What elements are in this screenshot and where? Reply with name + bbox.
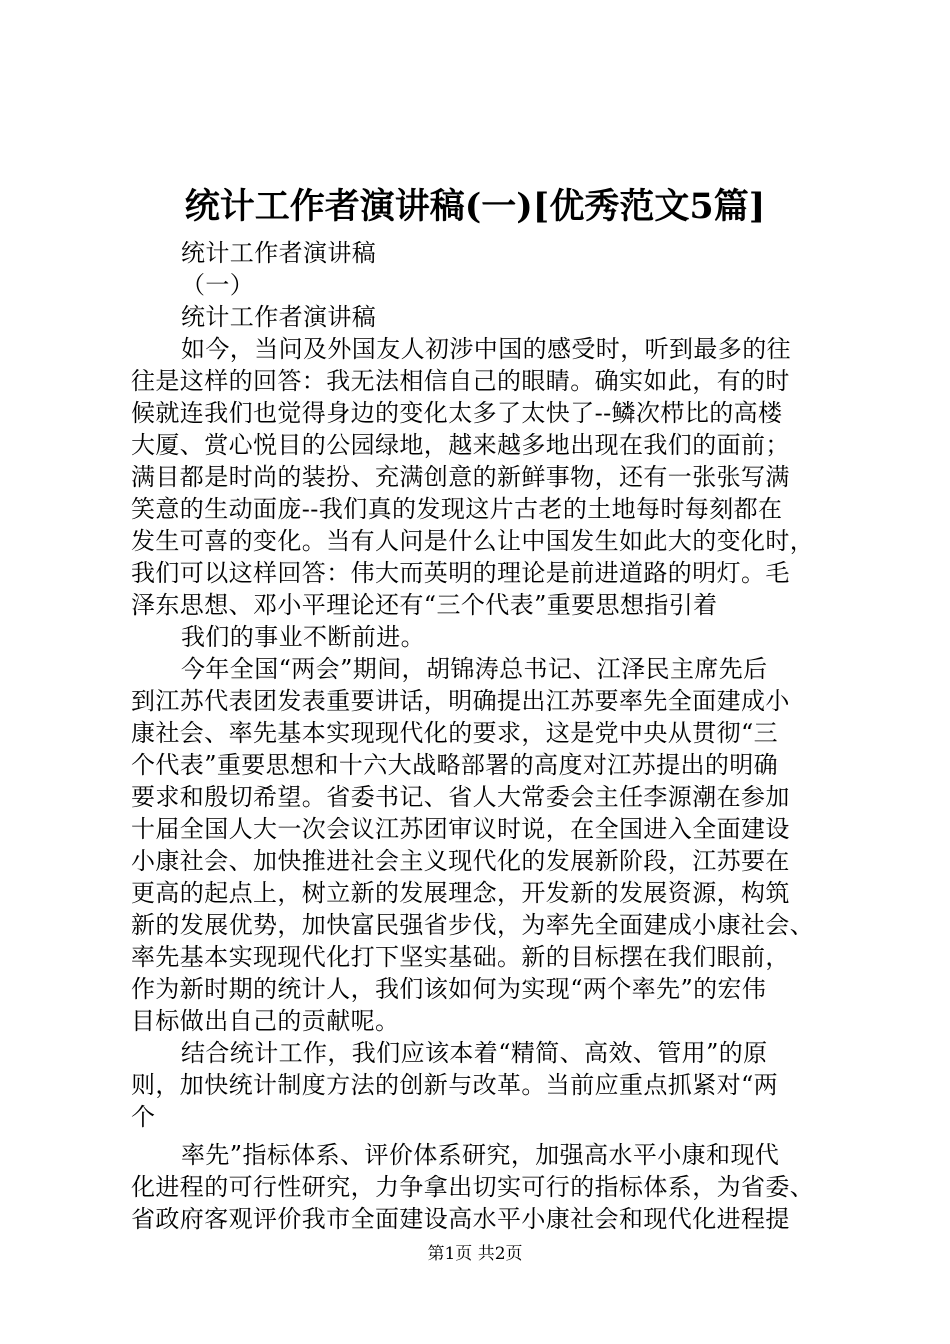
text-line: 泽东思想、邓小平理论还有“三个代表”重要思想指引着	[131, 591, 718, 619]
text-line: 更高的起点上，树立新的发展理念，开发新的发展资源，构筑	[131, 879, 790, 907]
text-line: 候就连我们也觉得身边的变化太多了太快了--鳞次栉比的高楼	[131, 399, 783, 427]
text-line: 我们的事业不断前进。	[181, 623, 425, 651]
text-line: 率先基本实现现代化打下坚实基础。新的目标摆在我们眼前，	[131, 943, 790, 971]
text-line: 如今，当问及外国友人初涉中国的感受时，听到最多的往	[181, 335, 791, 363]
text-line: 统计工作者演讲稿	[181, 239, 377, 267]
document-body	[131, 237, 831, 1235]
text-line: 康社会、率先基本实现现代化的要求，这是党中央从贯彻“三	[131, 719, 779, 747]
text-line: 个	[131, 1103, 156, 1131]
text-line: （一）	[181, 271, 255, 299]
text-line: 新的发展优势，加快富民强省步伐，为率先全面建成小康社会、	[131, 911, 815, 939]
text-line: 个代表”重要思想和十六大战略部署的高度对江苏提出的明确	[131, 751, 779, 779]
text-line: 发生可喜的变化。当有人问是什么让中国发生如此大的变化时，	[131, 527, 815, 555]
text-line: 化进程的可行性研究，力争拿出切实可行的指标体系，为省委、	[131, 1173, 815, 1201]
document-title: 统计工作者演讲稿(一)[优秀范文5篇]	[184, 186, 766, 227]
text-line: 笑意的生动面庞--我们真的发现这片古老的土地每时每刻都在	[131, 495, 783, 523]
text-line: 作为新时期的统计人，我们该如何为实现“两个率先”的宏伟	[131, 975, 767, 1003]
text-line: 要求和殷切希望。省委书记、省人大常委会主任李源潮在参加	[131, 783, 790, 811]
text-line: 大厦、赏心悦目的公园绿地，越来越多地出现在我们的面前；	[131, 431, 790, 459]
text-line: 率先”指标体系、评价体系研究，加强高水平小康和现代	[181, 1141, 780, 1169]
page-number: 第1页 共2页	[427, 1244, 523, 1264]
text-line: 往是这样的回答：我无法相信自己的眼睛。确实如此，有的时	[131, 367, 790, 395]
text-line: 小康社会、加快推进社会主义现代化的发展新阶段，江苏要在	[131, 847, 790, 875]
text-line: 目标做出自己的贡献呢。	[131, 1007, 400, 1035]
text-line: 今年全国“两会”期间，胡锦涛总书记、江泽民主席先后	[181, 655, 768, 683]
text-line: 满目都是时尚的装扮、充满创意的新鲜事物，还有一张张写满	[131, 463, 790, 491]
text-line: 到江苏代表团发表重要讲话，明确提出江苏要率先全面建成小	[131, 687, 790, 715]
text-line: 十届全国人大一次会议江苏团审议时说，在全国进入全面建设	[131, 815, 790, 843]
text-line: 结合统计工作，我们应该本着“精简、高效、管用”的原	[181, 1039, 768, 1067]
text-line: 省政府客观评价我市全面建设高水平小康社会和现代化进程提	[131, 1205, 790, 1233]
text-line: 则，加快统计制度方法的创新与改革。当前应重点抓紧对“两	[131, 1071, 779, 1099]
text-line: 我们可以这样回答：伟大而英明的理论是前进道路的明灯。毛	[131, 559, 790, 587]
text-line: 统计工作者演讲稿	[181, 303, 377, 331]
